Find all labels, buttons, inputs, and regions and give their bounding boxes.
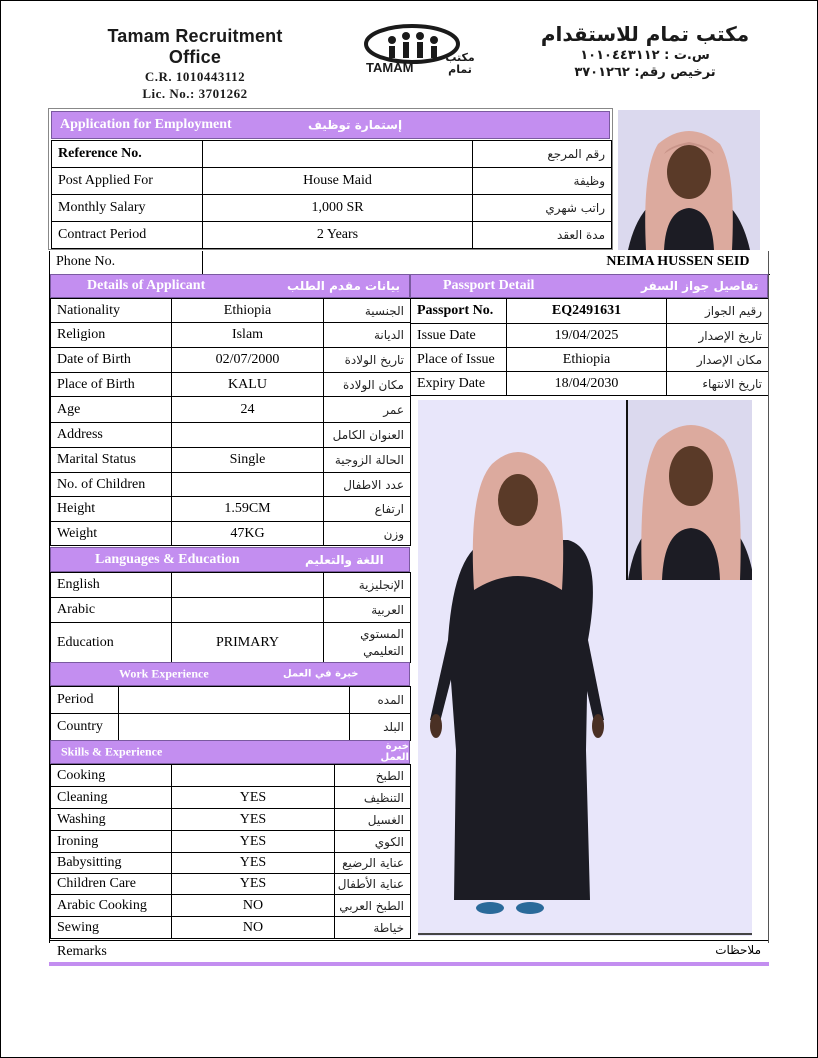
row-value: YES	[172, 831, 335, 853]
remarks-label-ar: ملاحظات	[715, 943, 761, 957]
row-value: YES	[172, 787, 335, 809]
row-label: Place of Birth	[51, 373, 172, 397]
row-label-ar: العنوان الكامل	[324, 423, 411, 448]
row-label-ar: التنظيف	[335, 787, 411, 809]
row-label: Reference No.	[52, 141, 203, 168]
row-label-ar: عدد الاطفال	[324, 473, 411, 497]
table-row	[411, 299, 769, 324]
row-value: Islam	[172, 323, 324, 348]
applicant-title-en: Details of Applicant	[87, 278, 206, 293]
row-label: Age	[51, 397, 172, 423]
table-row	[51, 573, 411, 598]
row-label: Height	[51, 497, 172, 522]
row-label-ar: العربية	[324, 598, 411, 623]
row-value: Ethiopia	[507, 348, 667, 372]
row-label: Expiry Date	[411, 372, 507, 396]
row-label-ar: مكان الولادة	[324, 373, 411, 397]
cr-number-en: C.R. 1010443112	[144, 69, 246, 84]
table-row	[51, 473, 411, 497]
languages-title-ar: اللغة والتعليم	[305, 552, 384, 567]
row-label: Sewing	[51, 917, 172, 939]
row-label-ar: خياطة	[335, 917, 411, 939]
name-text: NEIMA HUSSEN SEID	[606, 254, 750, 270]
row-label-ar: ارتفاع	[324, 497, 411, 522]
left-rule	[49, 251, 50, 943]
row-label: Passport No.	[411, 299, 507, 324]
header-english	[80, 26, 310, 102]
applicant-banner	[50, 274, 410, 298]
row-label-ar: الكوي	[335, 831, 411, 853]
row-value: KALU	[172, 373, 324, 397]
row-label-ar: وظيفة	[473, 168, 612, 195]
row-label: Cleaning	[51, 787, 172, 809]
work-title-en: Work Experience	[119, 666, 209, 681]
table-row	[52, 195, 612, 222]
row-value: YES	[172, 809, 335, 831]
row-label: Washing	[51, 809, 172, 831]
skills-table	[50, 764, 411, 939]
languages-banner	[50, 547, 410, 572]
row-label: Period	[51, 687, 119, 714]
table-row	[51, 423, 411, 448]
row-value	[119, 714, 350, 741]
application-table	[51, 140, 612, 249]
phone-label: Phone No.	[50, 251, 203, 274]
row-label: Education	[51, 623, 172, 663]
license-number-en: Lic. No.: 3701262	[142, 86, 248, 101]
skills-title-ar: خبرة العمل	[380, 741, 409, 763]
row-value: 1.59CM	[172, 497, 324, 522]
applicant-table	[50, 298, 411, 546]
work-table	[50, 686, 411, 741]
row-value: EQ2491631	[507, 299, 667, 324]
row-value: 18/04/2030	[507, 372, 667, 396]
row-label-ar: الحالة الزوجية	[324, 448, 411, 473]
table-row	[51, 687, 411, 714]
company-logo	[362, 22, 484, 78]
passport-banner	[410, 274, 768, 298]
row-label: Religion	[51, 323, 172, 348]
row-label-ar: الجنسية	[324, 299, 411, 323]
row-label-ar: راتب شهري	[473, 195, 612, 222]
table-row	[51, 299, 411, 323]
table-row	[51, 714, 411, 741]
row-label-ar: رقم المرجع	[473, 141, 612, 168]
table-row	[51, 787, 411, 809]
row-value	[119, 687, 350, 714]
table-row	[51, 809, 411, 831]
applicant-title-ar: بيانات مقدم الطلب	[287, 279, 401, 293]
row-value: 24	[172, 397, 324, 423]
languages-title-en: Languages & Education	[95, 551, 240, 567]
application-title-en: Application for Employment	[60, 117, 232, 132]
row-label: Monthly Salary	[52, 195, 203, 222]
passport-table	[410, 298, 769, 396]
row-label: Address	[51, 423, 172, 448]
skills-banner	[50, 740, 410, 764]
table-row	[51, 522, 411, 546]
reference-value[interactable]	[203, 141, 473, 168]
row-value	[172, 473, 324, 497]
passport-photo	[626, 400, 752, 580]
row-value: 47KG	[172, 522, 324, 546]
row-value	[172, 423, 324, 448]
row-label: English	[51, 573, 172, 598]
row-label-ar: مدة العقد	[473, 222, 612, 249]
work-title-ar: خبرة في العمل	[283, 668, 359, 680]
office-name-en: Tamam Recruitment Office	[107, 26, 283, 67]
table-row	[51, 397, 411, 423]
table-row	[51, 623, 411, 663]
row-value	[172, 598, 324, 623]
application-title-ar: إستمارة توظيف	[308, 118, 403, 132]
table-row	[52, 222, 612, 249]
remarks-label-en: Remarks	[57, 944, 107, 959]
table-row	[51, 874, 411, 895]
row-label: Country	[51, 714, 119, 741]
row-label-ar: مكان الإصدار	[667, 348, 769, 372]
work-banner	[50, 662, 410, 686]
skills-title-en: Skills & Experience	[61, 744, 163, 759]
passport-title-en: Passport Detail	[443, 278, 535, 293]
row-label-ar: رقيم الجواز	[667, 299, 769, 324]
languages-table	[50, 572, 411, 663]
remarks-row	[49, 940, 769, 966]
post-value: House Maid	[203, 168, 473, 195]
applicant-name	[203, 251, 770, 274]
row-value: YES	[172, 853, 335, 874]
table-row	[51, 373, 411, 397]
row-value: PRIMARY	[172, 623, 324, 663]
row-value	[172, 573, 324, 598]
portrait-photo	[618, 110, 760, 250]
header-arabic	[530, 22, 760, 80]
row-label: Marital Status	[51, 448, 172, 473]
application-banner	[51, 111, 610, 139]
row-label-ar: المستوي التعليمي	[324, 623, 411, 663]
row-label-ar: البلد	[350, 714, 411, 741]
office-name-ar: مكتب تمام للاستقدام	[540, 22, 750, 46]
row-label: Post Applied For	[52, 168, 203, 195]
row-label: Contract Period	[52, 222, 203, 249]
row-label-ar: الطبخ	[335, 765, 411, 787]
table-row	[51, 497, 411, 522]
row-label: Nationality	[51, 299, 172, 323]
right-rule	[768, 251, 769, 943]
logo-text-en: TAMAM	[366, 60, 414, 75]
row-label: No. of Children	[51, 473, 172, 497]
row-value: NO	[172, 895, 335, 917]
row-value: 19/04/2025	[507, 324, 667, 348]
row-label-ar: عمر	[324, 397, 411, 423]
license-number-ar: ترخيص رقم: ٣٧٠١٢٦٢	[574, 65, 716, 80]
row-label-ar: الديانة	[324, 323, 411, 348]
row-label-ar: تاريخ الانتهاء	[667, 372, 769, 396]
row-label-ar: الغسيل	[335, 809, 411, 831]
table-row	[411, 324, 769, 348]
logo-text-ar: مكتب تمام	[445, 51, 475, 76]
salary-value: 1,000 SR	[203, 195, 473, 222]
table-row	[51, 348, 411, 373]
row-label: Place of Issue	[411, 348, 507, 372]
row-value	[172, 765, 335, 787]
row-label: Arabic Cooking	[51, 895, 172, 917]
phone-name-row	[49, 251, 770, 275]
table-row	[51, 917, 411, 939]
row-label: Cooking	[51, 765, 172, 787]
row-label-ar: تاريخ الإصدار	[667, 324, 769, 348]
table-row	[52, 168, 612, 195]
row-label: Issue Date	[411, 324, 507, 348]
row-label-ar: وزن	[324, 522, 411, 546]
table-row	[51, 853, 411, 874]
table-row	[51, 598, 411, 623]
row-value: 02/07/2000	[172, 348, 324, 373]
row-value: Ethiopia	[172, 299, 324, 323]
row-label-ar: عناية الأطفال	[335, 874, 411, 895]
row-label-ar: تاريخ الولادة	[324, 348, 411, 373]
row-label: Date of Birth	[51, 348, 172, 373]
row-value: Single	[172, 448, 324, 473]
row-label: Weight	[51, 522, 172, 546]
table-row	[51, 831, 411, 853]
row-label: Children Care	[51, 874, 172, 895]
passport-title-ar: تفاصيل جواز السفر	[641, 279, 759, 293]
cr-number-ar: س.ت : ١٠١٠٤٤٣١١٢	[580, 48, 710, 63]
table-row	[411, 372, 769, 396]
row-label: Ironing	[51, 831, 172, 853]
row-value: YES	[172, 874, 335, 895]
table-row	[411, 348, 769, 372]
row-label: Arabic	[51, 598, 172, 623]
row-label-ar: الطبخ العربي	[335, 895, 411, 917]
contract-value: 2 Years	[203, 222, 473, 249]
table-row	[51, 895, 411, 917]
table-row	[51, 765, 411, 787]
row-label: Babysitting	[51, 853, 172, 874]
table-row	[51, 448, 411, 473]
table-row	[51, 323, 411, 348]
table-row	[52, 141, 612, 168]
row-label-ar: الإنجليزية	[324, 573, 411, 598]
row-value: NO	[172, 917, 335, 939]
row-label-ar: المده	[350, 687, 411, 714]
row-label-ar: عناية الرضيع	[335, 853, 411, 874]
